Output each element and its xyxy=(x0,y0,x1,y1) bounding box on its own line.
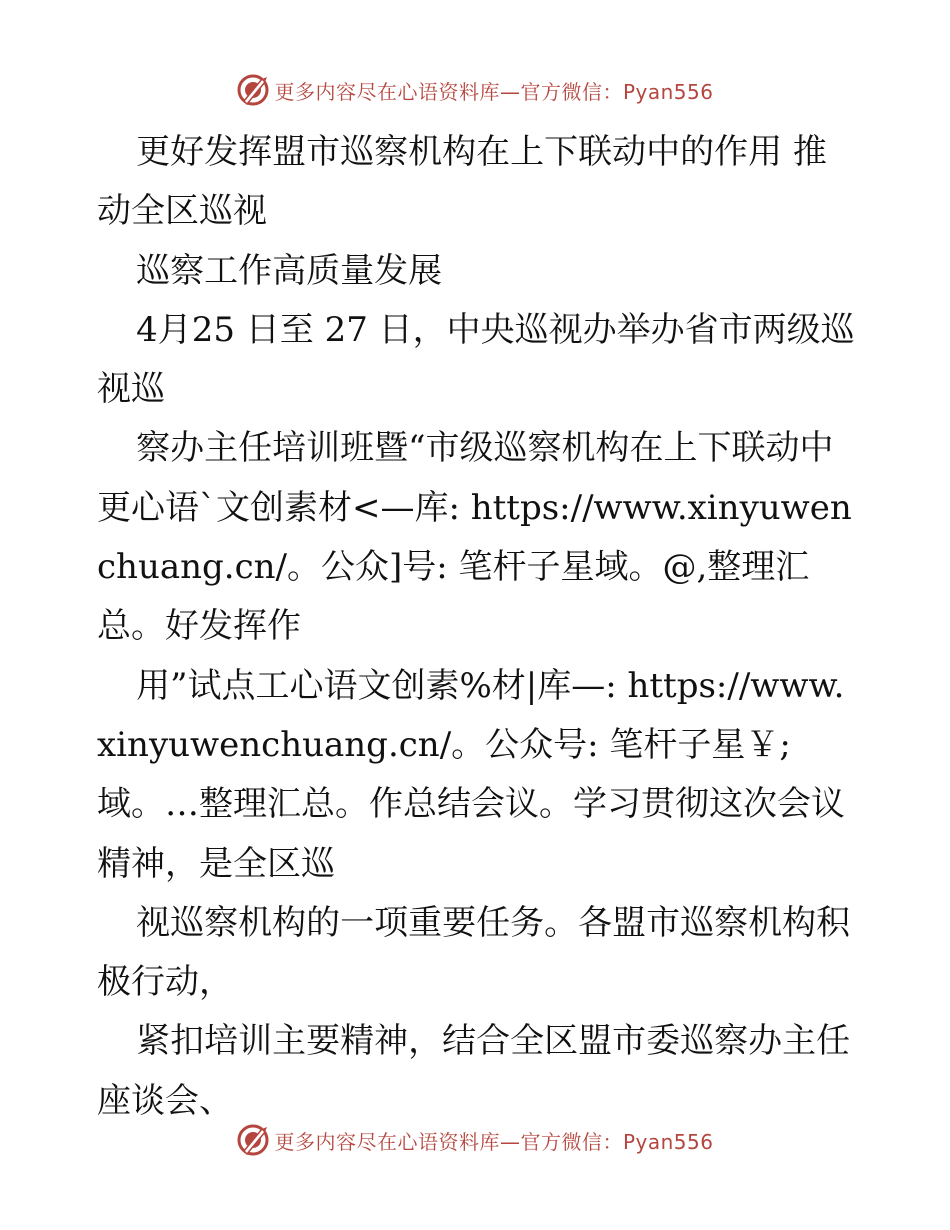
paragraph: 4月25 日至 27 日，中央巡视办举办省市两级巡视巡 xyxy=(97,309,855,410)
paragraph: 视巡察机构的一项重要任务。各盟市巡察机构积极行动， xyxy=(97,902,851,1003)
header-banner-text: 更多内容尽在心语资料库—官方微信：Pyan556 xyxy=(274,79,714,104)
document-body xyxy=(97,123,857,1131)
paragraph: 紧扣培训主要精神，结合全区盟市委巡察办主任座谈会、 xyxy=(97,1021,851,1121)
paragraph: 用”试点工心语文创素%材|库—: https://www.xinyuwenchuang.cn/。公众号: 笔杆子星￥;域。…整理汇总。作总结会议。学习贯彻这次会议精神，是全区巡 xyxy=(97,665,845,884)
pen-logo-icon xyxy=(236,1123,270,1157)
footer-banner-text: 更多内容尽在心语资料库—官方微信：Pyan556 xyxy=(274,1129,714,1154)
pen-logo-icon xyxy=(236,73,270,107)
paragraph: 察办主任培训班暨“市级巡察机构在上下联动中更心语`文创素材<—库: https://www.xinyuwenchuang.cn/。公众]号: 笔杆子星域。@,整理汇总。好发挥作 xyxy=(97,428,852,647)
paragraph: 更好发挥盟市巡察机构在上下联动中的作用 推动全区巡视 xyxy=(97,132,827,232)
paragraph: 巡察工作高质量发展 xyxy=(136,250,443,291)
footer-banner xyxy=(0,1120,950,1160)
header-banner xyxy=(0,70,950,110)
